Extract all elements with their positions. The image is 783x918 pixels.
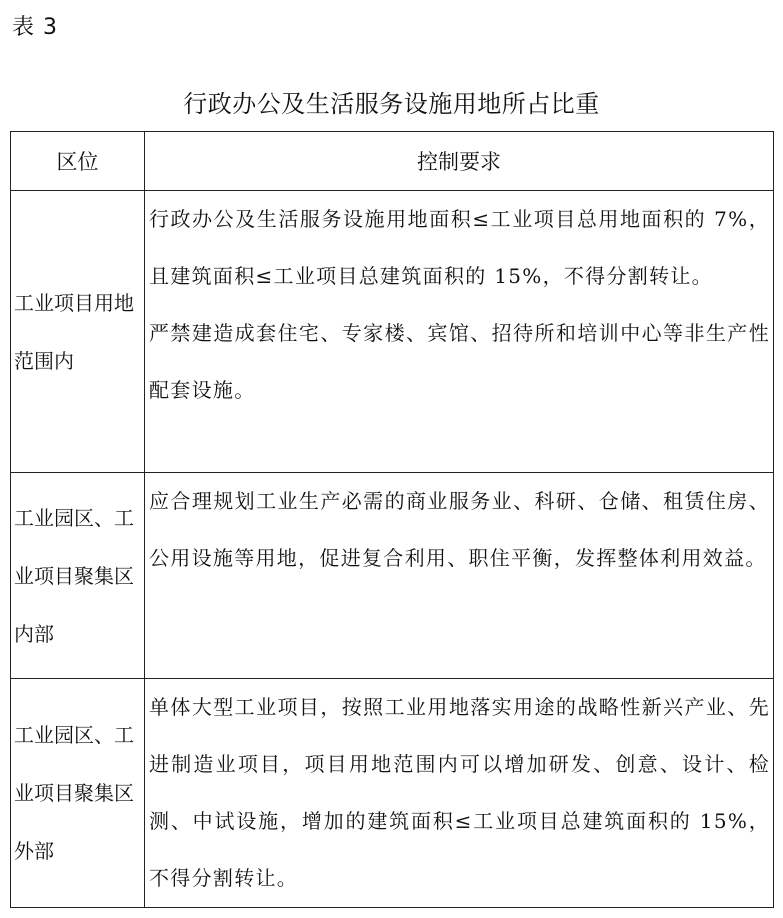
table-number-label: 表 3: [12, 15, 58, 40]
requirement-paragraph: 单体大型工业项目，按照工业用地落实用途的战略性新兴产业、先进制造业项目，项目用地范围内可以增加研发、创意、设计、检测、中试设施，增加的建筑面积≤工业项目总建筑面积的 15%，不得分割转让。: [149, 695, 770, 890]
requirement-cell: [145, 191, 774, 473]
table-row: [11, 679, 774, 908]
table-row: [11, 191, 774, 473]
header-requirement: 控制要求: [145, 132, 774, 191]
table-row: [11, 473, 774, 679]
requirement-cell: [145, 473, 774, 679]
table-title: 行政办公及生活服务设施用地所占比重: [183, 90, 600, 118]
requirements-table: [10, 131, 774, 908]
requirement-paragraph: 严禁建造成套住宅、专家楼、宾馆、招待所和培训中心等非生产性配套设施。: [149, 321, 770, 402]
header-region: 区位: [11, 132, 145, 191]
region-cell: [11, 191, 145, 473]
requirement-cell: [145, 679, 774, 908]
region-cell: [11, 473, 145, 679]
region-text: 工业园区、工业项目聚集区外部: [14, 723, 134, 863]
requirement-paragraph: 应合理规划工业生产必需的商业服务业、科研、仓储、租赁住房、公用设施等用地，促进复合利用、职住平衡，发挥整体利用效益。: [149, 489, 770, 570]
region-text: 工业项目用地范围内: [14, 290, 134, 373]
region-text: 工业园区、工业项目聚集区内部: [14, 505, 134, 646]
region-cell: [11, 679, 145, 908]
requirement-paragraph: 行政办公及生活服务设施用地面积≤工业项目总用地面积的 7%，且建筑面积≤工业项目总建筑面积的 15%，不得分割转让。: [149, 207, 770, 288]
header-row: [11, 132, 774, 191]
